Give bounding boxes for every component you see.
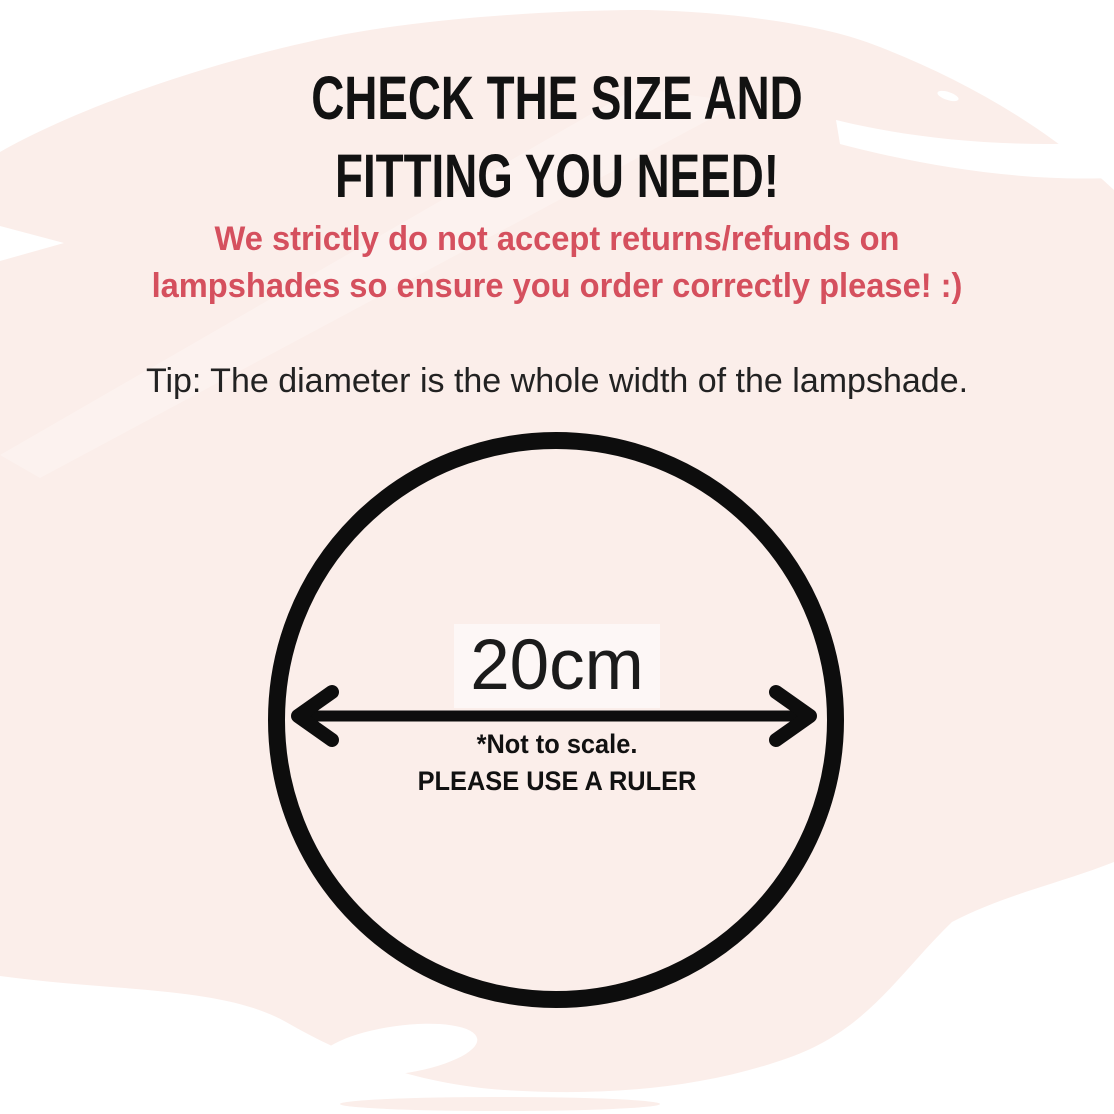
returns-warning-line-2: lampshades so ensure you order correctly please! :) [151, 267, 963, 305]
title-line-2: FITTING YOU NEED! [335, 142, 779, 210]
title-line-1: CHECK THE SIZE AND [311, 64, 803, 132]
tip-text: Tip: The diameter is the whole width of the lampshade. [145, 362, 969, 400]
use-ruler-note: PLEASE USE A RULER [417, 766, 697, 796]
not-to-scale-note: *Not to scale. [476, 729, 638, 759]
returns-warning-line-1: We strictly do not accept returns/refunds on [214, 220, 900, 258]
diameter-value-label: 20cm [454, 624, 660, 708]
